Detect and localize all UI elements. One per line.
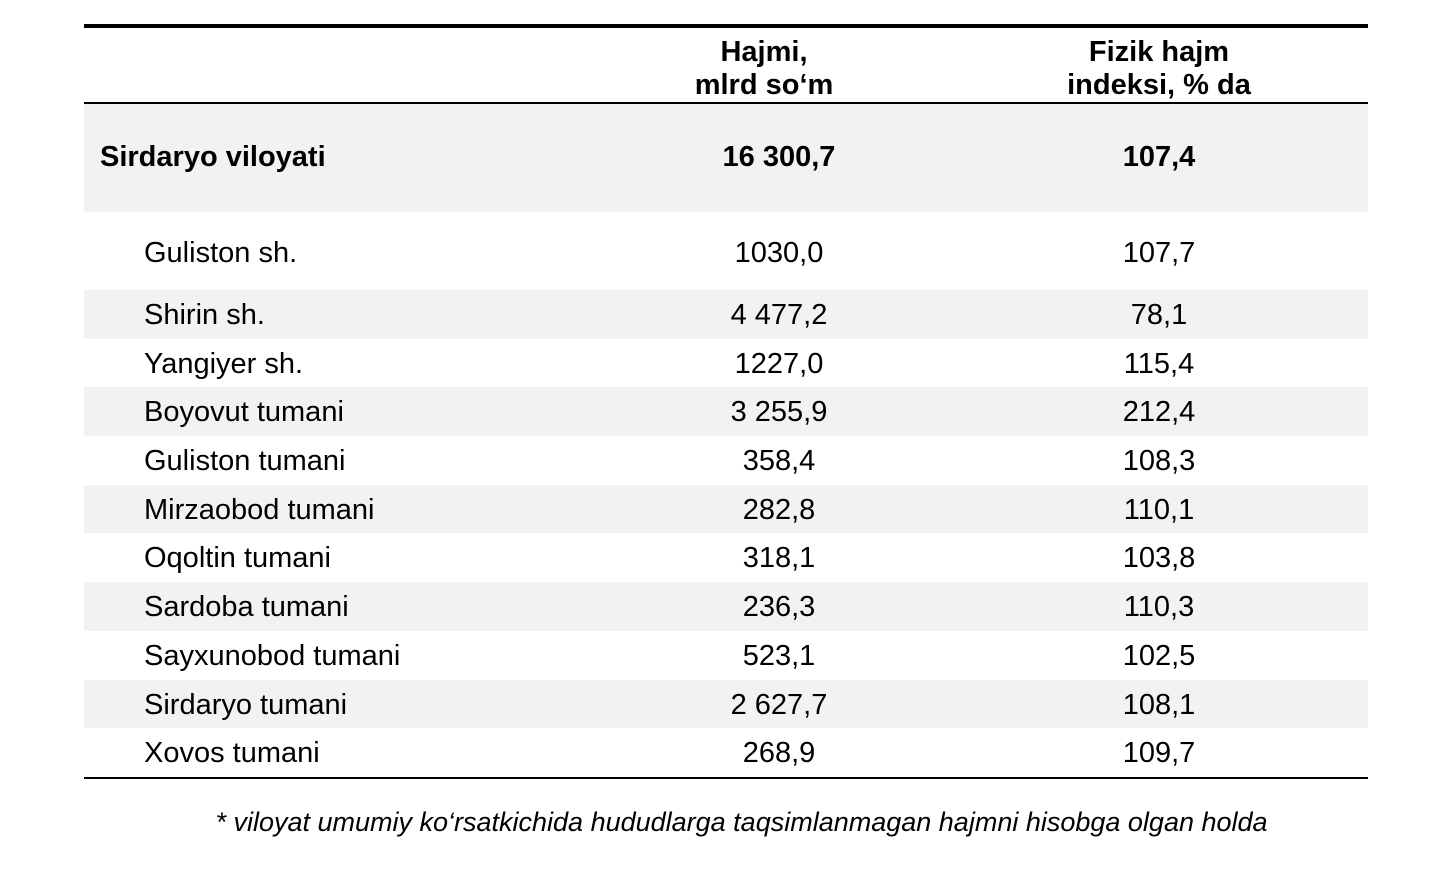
region-volume: 16 300,7 <box>722 141 836 173</box>
row-volume: 358,4 <box>742 445 816 478</box>
row-index: 107,7 <box>1122 237 1196 269</box>
row-name: Sayxunobod tumani <box>144 639 401 672</box>
row-name: Xovos tumani <box>144 737 320 770</box>
data-table <box>84 24 1368 779</box>
row-index: 108,3 <box>1122 445 1196 478</box>
row-index: 109,7 <box>1122 737 1196 770</box>
table-row <box>84 387 1368 436</box>
table-row <box>84 680 1368 729</box>
table-row <box>84 436 1368 485</box>
row-name: Mirzaobod tumani <box>144 493 375 526</box>
row-volume: 523,1 <box>742 639 816 672</box>
row-name: Boyovut tumani <box>144 396 344 429</box>
table-row <box>84 728 1368 777</box>
table-row <box>84 339 1368 388</box>
row-index: 115,4 <box>1123 347 1195 380</box>
header-index <box>984 36 1334 102</box>
region-index: 107,4 <box>1122 141 1196 173</box>
row-index: 102,5 <box>1122 639 1196 672</box>
row-volume: 282,8 <box>742 493 816 526</box>
row-volume: 1227,0 <box>734 347 824 380</box>
row-volume: 3 255,9 <box>730 396 828 429</box>
row-name: Oqoltin tumani <box>144 542 331 575</box>
table-row <box>84 485 1368 534</box>
row-name: Guliston tumani <box>144 445 346 478</box>
header-index-line1: Fizik hajm <box>1088 36 1230 68</box>
footnote: * viloyat umumiy ko‘rsatkichida hududlarga taqsimlanmagan hajmni hisobga olgan holda <box>215 807 1268 837</box>
row-name: Shirin sh. <box>144 299 265 331</box>
header-volume-line2: mlrd so‘m <box>694 69 834 101</box>
header-volume <box>614 36 914 102</box>
row-volume: 318,1 <box>742 542 816 575</box>
table-row <box>84 290 1368 339</box>
row-name: Sirdaryo tumani <box>144 688 348 721</box>
header-index-line2: indeksi, % da <box>1067 69 1251 101</box>
table-row <box>84 631 1368 680</box>
row-name: Sardoba tumani <box>144 591 349 624</box>
table-row <box>84 533 1368 582</box>
row-index: 103,8 <box>1122 542 1196 575</box>
region-name: Sirdaryo viloyati <box>100 141 326 173</box>
row-index: 110,3 <box>1123 591 1195 624</box>
table-header <box>84 28 1368 102</box>
row-volume: 268,9 <box>742 737 816 770</box>
row-volume: 1030,0 <box>734 237 824 269</box>
row-index: 212,4 <box>1122 396 1196 429</box>
row-index: 110,1 <box>1123 493 1195 526</box>
row-index: 78,1 <box>1130 299 1188 331</box>
bottom-rule <box>84 777 1368 779</box>
row-name: Guliston sh. <box>144 237 298 269</box>
table-row <box>84 212 1368 290</box>
row-name: Yangiyer sh. <box>144 347 304 380</box>
table-row <box>84 582 1368 631</box>
row-volume: 4 477,2 <box>730 299 828 331</box>
row-volume: 2 627,7 <box>730 688 828 721</box>
header-volume-line1: Hajmi, <box>720 36 808 68</box>
row-volume: 236,3 <box>742 591 816 624</box>
row-index: 108,1 <box>1122 688 1196 721</box>
region-total-row <box>84 104 1368 212</box>
